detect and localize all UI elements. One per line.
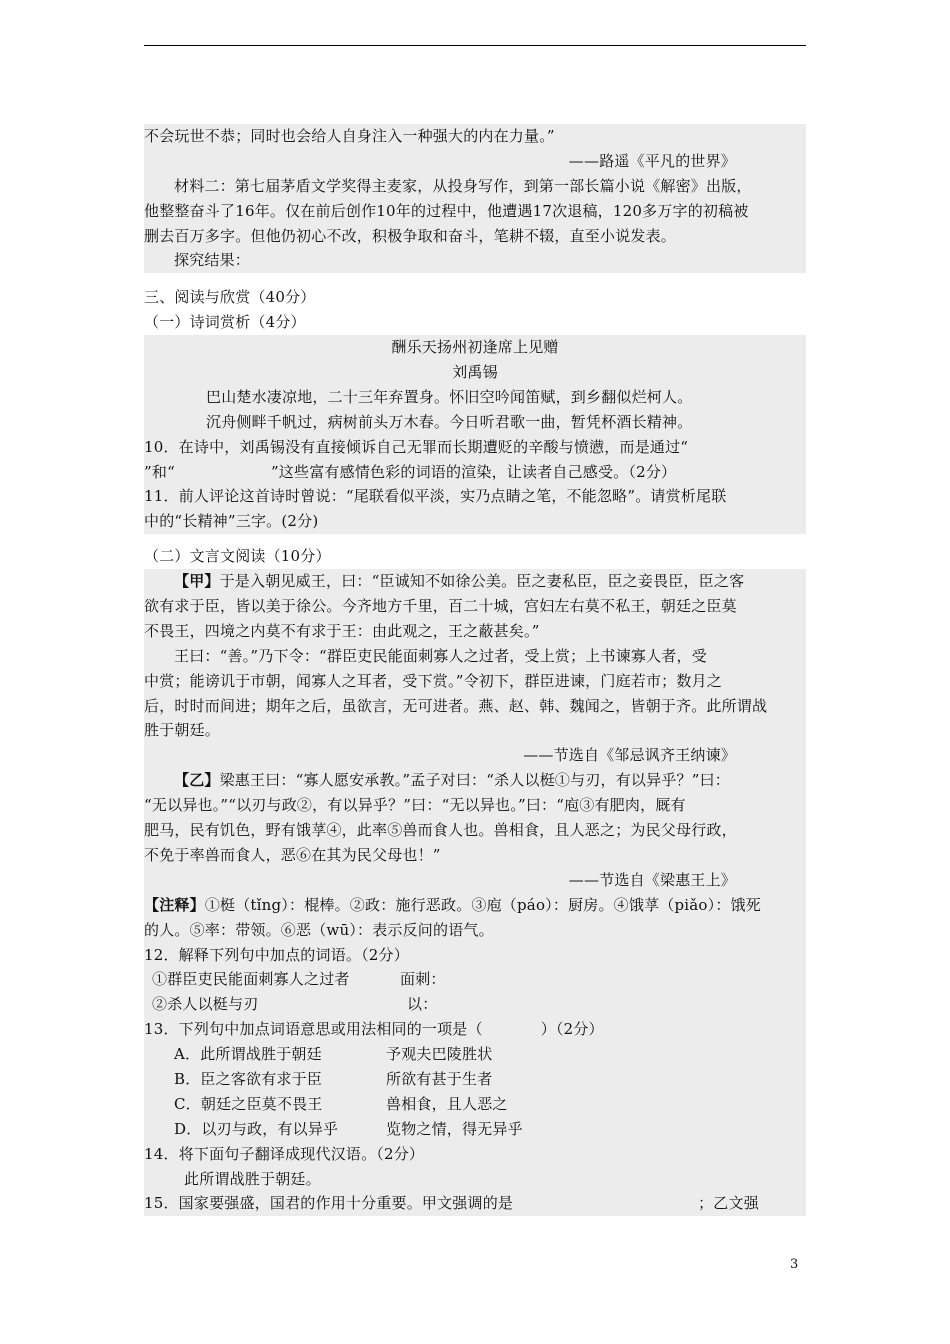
choice-c — [144, 1092, 806, 1117]
text-line: 探究结果： — [144, 248, 806, 273]
text-fragment: 13．下列句中加点词语意思或用法相同的一项是（ — [144, 1020, 483, 1039]
text-fragment: 梁惠王曰：“寡人愿安承教。”孟子对曰：“杀人以梃①与刃，有以异乎？”曰： — [219, 771, 730, 790]
quote-source: ——节选自《梁惠王上》 — [144, 868, 806, 893]
document-body — [144, 124, 806, 1216]
text-line — [144, 768, 806, 793]
passage-label: 【乙】 — [174, 771, 220, 790]
text-fragment: 于是入朝见威王，曰：“臣诚知不如徐公美。臣之妻私臣，臣之妾畏臣，臣之客 — [219, 572, 745, 591]
poem-line: 沉舟侧畔千帆过，病树前头万木春。今日听君歌一曲，暂凭杯酒长精神。 — [144, 410, 806, 435]
choice-b — [144, 1067, 806, 1092]
text-line: 此所谓战胜于朝廷。 — [144, 1167, 806, 1192]
text-fragment: C．朝廷之臣莫不畏王 — [174, 1094, 323, 1113]
question-14: 14．将下面句子翻译成现代汉语。（2分） — [144, 1142, 806, 1167]
text-line: 欲有求于臣，皆以美于徐公。今齐地方千里，百二十城，宫妇左右莫不私王，朝廷之臣莫 — [144, 594, 806, 619]
header-rule — [144, 45, 806, 46]
question-12: 12．解释下列句中加点的词语。（2分） — [144, 943, 806, 968]
text-fragment: ”这些富有感情色彩的词语的渲染，让读者自己感受。（2分） — [270, 462, 677, 481]
text-line — [144, 569, 806, 594]
text-line: 胜于朝廷。 — [144, 718, 806, 743]
text-fragment: 览物之情，得无异乎 — [386, 1119, 523, 1138]
subsection-heading: （一）诗词赏析（4分） — [144, 313, 306, 332]
page-number: 3 — [790, 1257, 799, 1272]
text-line: 删去百万多字。但他仍初心不改，积极争取和奋斗，笔耕不辍，直至小说发表。 — [144, 224, 806, 249]
annotation-label: 【注释】 — [144, 895, 205, 914]
text-fragment: ①梃（tǐng）：棍棒。②政：施行恶政。③庖（páo）：厨房。④饿莩（piǎo）：饿死 — [204, 895, 761, 914]
choice-a — [144, 1042, 806, 1067]
text-line: “无以异也。”“以刃与政②，有以异乎？”曰：“无以异也。”曰：“庖③有肥肉，厩有 — [144, 793, 806, 818]
question-10-cont — [144, 460, 806, 485]
answer-prompt: 以： — [407, 995, 438, 1014]
text-fragment: ②杀人以梃与刃 — [152, 995, 259, 1014]
text-line: 后，时时而间进；期年之后，虽欲言，无可进者。燕、赵、韩、魏闻之，皆朝于齐。此所谓战 — [144, 694, 806, 719]
answer-prompt: 面刺： — [400, 970, 446, 989]
text-fragment: 15．国家要强盛，国君的作用十分重要。甲文强调的是 — [144, 1194, 514, 1213]
question-13 — [144, 1017, 806, 1042]
question-10: 10．在诗中，刘禹锡没有直接倾诉自己无罪而长期遭贬的辛酸与愤懑，而是通过“ — [144, 435, 806, 460]
quote-source: ——节选自《邹忌讽齐王纳谏》 — [144, 743, 806, 768]
question-11: 11．前人评论这首诗时曾说：“尾联看似平淡，实乃点睛之笔，不能忽略”。请赏析尾联 — [144, 484, 806, 509]
text-fragment: ①群臣吏民能面刺寡人之过者 — [152, 970, 350, 989]
text-fragment: ”和“ — [144, 462, 175, 481]
quote-source: ——路遥《平凡的世界》 — [144, 149, 806, 174]
text-line: 肥马，民有饥色，野有饿莩④，此率⑤兽而食人也。兽相食，且人恶之；为民父母行政， — [144, 818, 806, 843]
passage-label: 【甲】 — [174, 572, 220, 591]
text-line: 王曰：“善。”乃下令：“群臣吏民能面刺寡人之过者，受上赏；上书谏寡人者，受 — [144, 644, 806, 669]
text-fragment: ；乙文强 — [698, 1194, 759, 1213]
text-fragment: B．臣之客欲有求于臣 — [174, 1069, 323, 1088]
annotation-line: 的人。⑤率：带领。⑥恶（wū）：表示反问的语气。 — [144, 918, 806, 943]
text-fragment: 兽相食，且人恶之 — [386, 1094, 508, 1113]
annotation-line — [144, 893, 806, 918]
text-line: 不免于率兽而食人，恶⑥在其为民父母也！” — [144, 843, 806, 868]
poem-line: 巴山楚水凄凉地，二十三年弃置身。怀旧空吟闻笛赋，到乡翻似烂柯人。 — [144, 385, 806, 410]
question-item — [144, 992, 806, 1017]
text-fragment: A．此所谓战胜于朝廷 — [174, 1045, 322, 1064]
text-line: 不畏王，四境之内莫不有求于王：由此观之，王之蔽甚矣。” — [144, 619, 806, 644]
text-fragment: 所欲有甚于生者 — [386, 1069, 493, 1088]
section-heading: 三、阅读与欣赏（40分） — [144, 288, 316, 307]
text-line: 中的“长精神”三字。(2分) — [144, 509, 806, 534]
text-line: 材料二：第七届茅盾文学奖得主麦家，从投身写作，到第一部长篇小说《解密》出版， — [144, 174, 806, 199]
text-line: 他整整奋斗了16年。仅在前后创作10年的过程中，他遭遇17次退稿，120多万字的初稿被 — [144, 199, 806, 224]
subsection-heading: （二）文言文阅读（10分） — [144, 547, 331, 566]
choice-d — [144, 1117, 806, 1142]
text-line: 中赏；能谤讥于市朝，闻寡人之耳者，受下赏。”令初下，群臣进谏，门庭若市；数月之 — [144, 669, 806, 694]
poem-author: 刘禹锡 — [144, 360, 806, 385]
text-fragment: ）（2分） — [540, 1020, 604, 1039]
question-item — [144, 967, 806, 992]
poem-title: 酬乐天扬州初逢席上见赠 — [144, 335, 806, 360]
question-15 — [144, 1191, 806, 1216]
text-fragment: D．以刃与政，有以异乎 — [174, 1119, 339, 1138]
text-fragment: 予观夫巴陵胜状 — [386, 1045, 493, 1064]
text-line: 不会玩世不恭；同时也会给人自身注入一种强大的内在力量。” — [144, 124, 806, 149]
